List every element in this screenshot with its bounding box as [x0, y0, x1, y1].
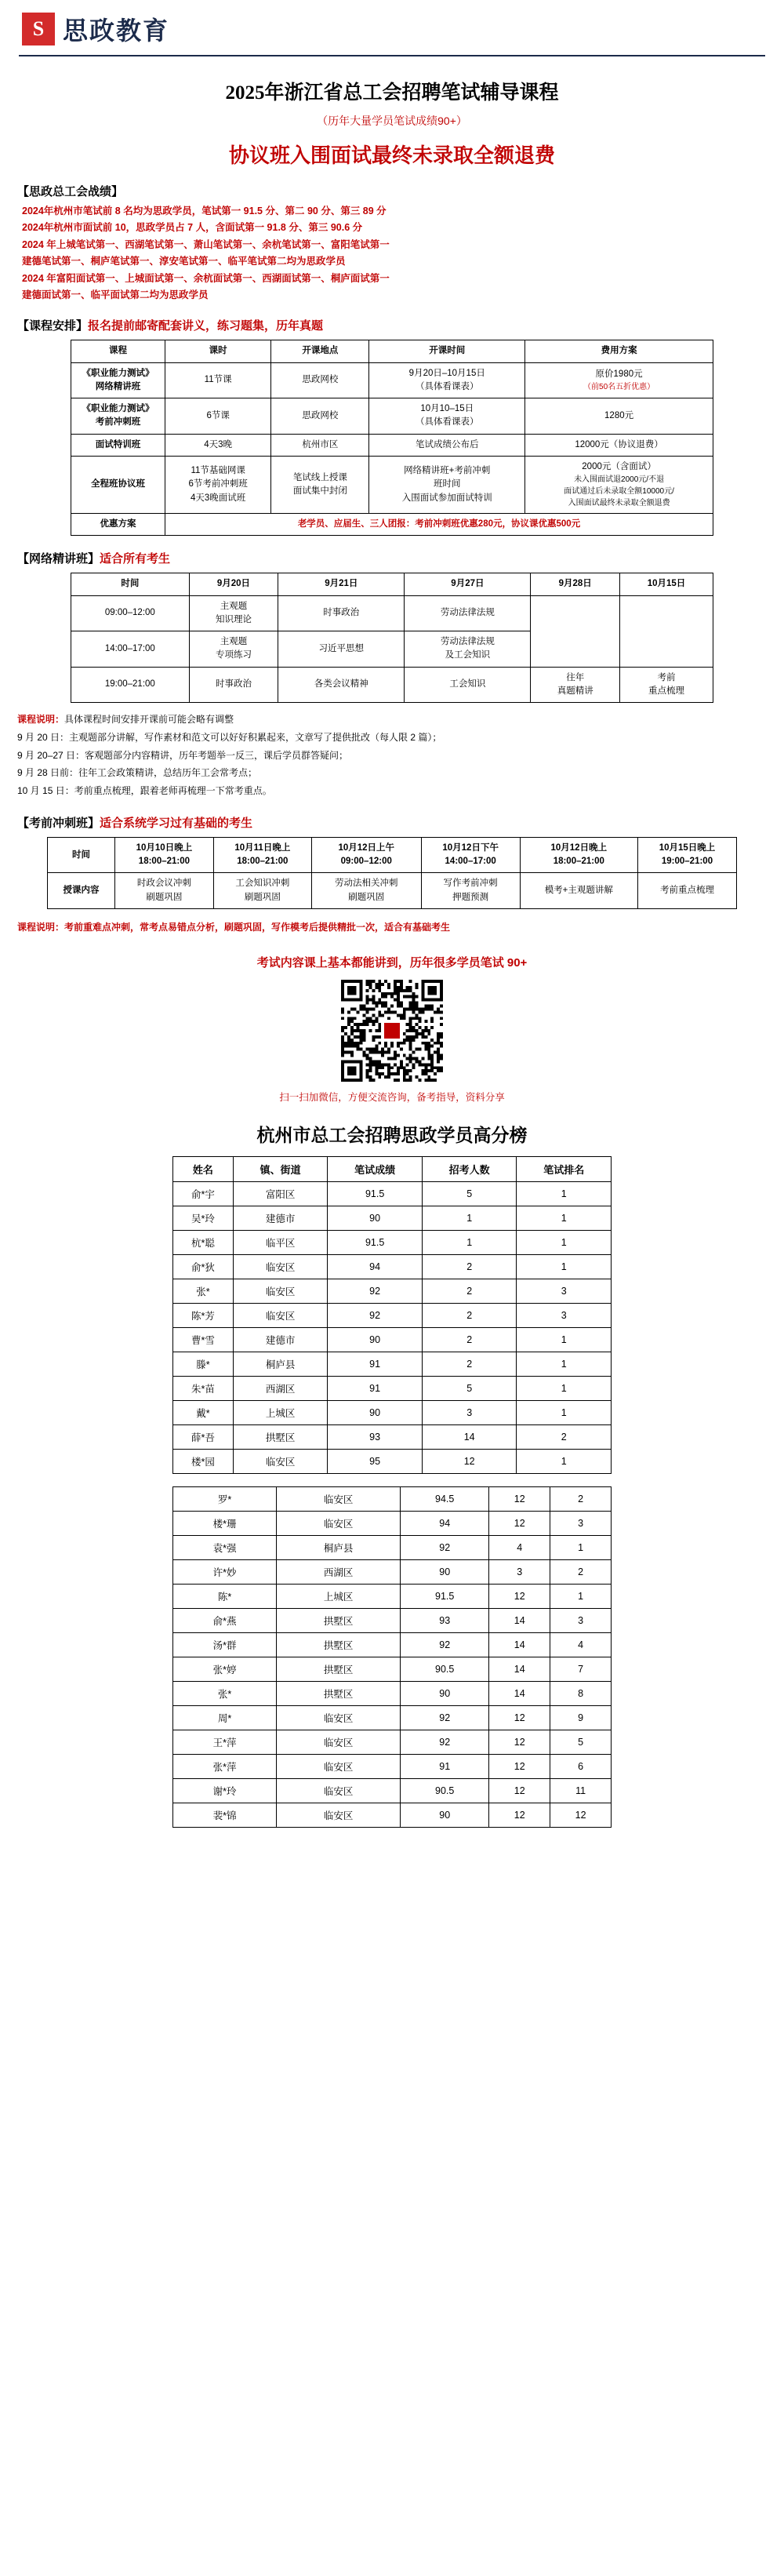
achievements-heading: 【思政总工会战绩】 — [17, 185, 124, 198]
rank: 3 — [517, 1303, 612, 1327]
column-header: 9月27日 — [405, 573, 531, 595]
student-name: 罗* — [173, 1486, 277, 1511]
table-row — [173, 1230, 612, 1254]
rush-cell: 劳动法相关冲刺 刷题巩固 — [311, 873, 421, 909]
district: 拱墅区 — [277, 1657, 401, 1681]
written-score: 91.5 — [328, 1230, 423, 1254]
district: 拱墅区 — [277, 1681, 401, 1705]
schedule-cell: 劳动法律法规 及工会知识 — [405, 631, 531, 668]
ranking-tables-gap — [0, 1474, 784, 1486]
table-row — [173, 1754, 612, 1778]
course-time: 10月10–15日 （具体看课表） — [369, 398, 525, 435]
course-hours: 4天3晚 — [165, 434, 271, 456]
rush-schedule-table — [47, 837, 737, 909]
table-row — [173, 1424, 612, 1449]
district: 临安区 — [277, 1511, 401, 1535]
table-row — [173, 1486, 612, 1511]
column-header: 9月20日 — [189, 573, 278, 595]
column-header: 10月12日上午 09:00–12:00 — [311, 837, 421, 873]
column-header: 笔试排名 — [517, 1156, 612, 1181]
rank: 1 — [517, 1206, 612, 1230]
written-score: 90 — [328, 1206, 423, 1230]
rush-cell: 模考+主观题讲解 — [520, 873, 637, 909]
rush-heading-note: 适合系统学习过有基础的考生 — [100, 816, 253, 830]
rush-footer-text: 课程说明：考前重难点冲刺，常考点易错点分析，刷题巩固，写作模考后提供精批一次，适合有基础考生 — [17, 921, 451, 933]
rank: 1 — [517, 1352, 612, 1376]
written-score: 91 — [328, 1376, 423, 1400]
course-place: 思政网校 — [271, 362, 369, 398]
rank: 1 — [517, 1230, 612, 1254]
schedule-cell: 主观题 专项练习 — [189, 631, 278, 668]
achievement-line: 2024年杭州市笔试前 8 名均为思政学员，笔试第一 91.5 分、第二 90 分、第三 89 分 — [22, 206, 387, 216]
table-row — [173, 1181, 612, 1206]
table-row — [173, 1327, 612, 1352]
ranking-table-2 — [172, 1486, 612, 1828]
positions: 5 — [422, 1181, 517, 1206]
written-score: 95 — [328, 1449, 423, 1473]
table-row — [71, 514, 713, 536]
student-name: 张*萍 — [173, 1754, 277, 1778]
student-name: 吴*玲 — [173, 1206, 234, 1230]
schedule-cell: 习近平思想 — [278, 631, 405, 668]
rank: 2 — [517, 1424, 612, 1449]
rank: 1 — [550, 1535, 612, 1559]
empty-cell — [531, 595, 620, 667]
ranking-table-1 — [172, 1156, 612, 1474]
column-header: 课程 — [71, 340, 165, 362]
rank: 12 — [550, 1803, 612, 1827]
qr-caption: 扫一扫加微信，方便交流咨询，备考指导，资料分享 — [279, 1091, 505, 1103]
table-row — [173, 1449, 612, 1473]
rank: 11 — [550, 1778, 612, 1803]
table-row — [48, 873, 737, 909]
positions: 12 — [489, 1584, 550, 1608]
achievement-line: 建德笔试第一、桐庐笔试第一、淳安笔试第一、临平笔试第二均为思政学员 — [22, 256, 346, 267]
empty-cell — [620, 595, 713, 667]
course-fee: 2000元（含面试） 未入围面试退2000元/不退 面试通过后未录取全额10000元/ 入围面试最终未录取全额退费 — [525, 456, 713, 513]
column-header: 费用方案 — [525, 340, 713, 362]
written-score: 92 — [328, 1303, 423, 1327]
district: 临安区 — [277, 1778, 401, 1803]
schedule-cell: 时事政治 — [189, 667, 278, 703]
student-name: 袁*强 — [173, 1535, 277, 1559]
district: 拱墅区 — [277, 1632, 401, 1657]
district: 西湖区 — [233, 1376, 328, 1400]
positions: 2 — [422, 1254, 517, 1279]
table-row — [71, 595, 713, 631]
district: 临安区 — [277, 1705, 401, 1730]
table-row — [173, 1681, 612, 1705]
positions: 1 — [422, 1230, 517, 1254]
positions: 14 — [489, 1608, 550, 1632]
page-subtitle: （历年大量学员笔试成绩90+） — [317, 115, 467, 127]
student-name: 俞*狄 — [173, 1254, 234, 1279]
network-schedule-table — [71, 573, 713, 703]
district: 临安区 — [277, 1754, 401, 1778]
rank: 1 — [550, 1584, 612, 1608]
table-row — [71, 434, 713, 456]
written-score: 92 — [401, 1730, 489, 1754]
written-score: 93 — [401, 1608, 489, 1632]
rank: 1 — [517, 1449, 612, 1473]
column-header: 开课地点 — [271, 340, 369, 362]
student-name: 裴*锦 — [173, 1803, 277, 1827]
district: 临安区 — [233, 1254, 328, 1279]
district: 上城区 — [233, 1400, 328, 1424]
arrangement-table — [71, 340, 713, 536]
rank: 3 — [517, 1279, 612, 1303]
positions: 5 — [422, 1376, 517, 1400]
header-divider — [19, 55, 765, 56]
column-header: 10月12日下午 14:00–17:00 — [421, 837, 520, 873]
course-place: 思政网校 — [271, 398, 369, 435]
rank: 3 — [550, 1511, 612, 1535]
table-row — [173, 1254, 612, 1279]
course-place: 杭州市区 — [271, 434, 369, 456]
district: 建德市 — [233, 1327, 328, 1352]
student-name: 薛*吾 — [173, 1424, 234, 1449]
student-name: 张*婷 — [173, 1657, 277, 1681]
brand-header — [0, 0, 784, 52]
arrangement-heading — [17, 317, 784, 333]
student-name: 张* — [173, 1279, 234, 1303]
course-note-line: 9 月 28 日前：往年工会政策精讲，总结历年工会常考点； — [17, 767, 258, 779]
rank: 4 — [550, 1632, 612, 1657]
course-hours: 11节基础网课 6节考前冲刺班 4天3晚面试班 — [165, 456, 271, 513]
schedule-cell: 时事政治 — [278, 595, 405, 631]
column-header: 镇、街道 — [233, 1156, 328, 1181]
course-notes-title: 课程说明： — [17, 714, 65, 725]
positions: 2 — [422, 1352, 517, 1376]
district: 临安区 — [233, 1303, 328, 1327]
network-heading-label: 【网络精讲班】 — [17, 552, 100, 566]
course-hours: 11节课 — [165, 362, 271, 398]
table-row — [173, 1803, 612, 1827]
district: 临安区 — [277, 1486, 401, 1511]
positions: 3 — [489, 1559, 550, 1584]
brand-logo-icon: S — [22, 13, 55, 45]
written-score: 91 — [328, 1352, 423, 1376]
table-row — [173, 1376, 612, 1400]
positions: 2 — [422, 1303, 517, 1327]
positions: 12 — [489, 1511, 550, 1535]
rush-heading — [17, 814, 784, 831]
course-notes — [17, 711, 784, 800]
page-title: 2025年浙江省总工会招聘笔试辅导课程 — [225, 82, 559, 104]
network-heading — [17, 550, 784, 566]
schedule-cell: 考前 重点梳理 — [620, 667, 713, 703]
rank: 6 — [550, 1754, 612, 1778]
positions: 4 — [489, 1535, 550, 1559]
written-score: 94.5 — [401, 1486, 489, 1511]
rush-cell: 考前重点梳理 — [637, 873, 736, 909]
written-score: 91.5 — [401, 1584, 489, 1608]
table-row — [173, 1279, 612, 1303]
table-row — [71, 362, 713, 398]
course-name: 面试特训班 — [71, 434, 165, 456]
district: 富阳区 — [233, 1181, 328, 1206]
positions: 1 — [422, 1206, 517, 1230]
ranking-title: 杭州市总工会招聘思政学员高分榜 — [256, 1125, 528, 1145]
table-row — [173, 1352, 612, 1376]
student-name: 杭*聪 — [173, 1230, 234, 1254]
course-notes-title-rest: 具体课程时间安排开课前可能会略有调整 — [64, 714, 234, 725]
course-fee: 1280元 — [525, 398, 713, 435]
district: 建德市 — [233, 1206, 328, 1230]
qr-code-wrap — [0, 980, 784, 1082]
wechat-qr-code[interactable] — [341, 980, 443, 1082]
student-name: 张* — [173, 1681, 277, 1705]
column-header: 10月12日晚上 18:00–21:00 — [520, 837, 637, 873]
student-name: 陈* — [173, 1584, 277, 1608]
written-score: 94 — [328, 1254, 423, 1279]
column-header: 9月21日 — [278, 573, 405, 595]
student-name: 周* — [173, 1705, 277, 1730]
table-row — [173, 1400, 612, 1424]
district: 临安区 — [233, 1279, 328, 1303]
district: 临安区 — [277, 1730, 401, 1754]
student-name: 王*萍 — [173, 1730, 277, 1754]
student-name: 谢*玲 — [173, 1778, 277, 1803]
written-score: 90.5 — [401, 1657, 489, 1681]
district: 拱墅区 — [277, 1608, 401, 1632]
rush-cell: 写作考前冲刺 押题预测 — [421, 873, 520, 909]
course-hours: 6节课 — [165, 398, 271, 435]
column-header: 10月11日晚上 18:00–21:00 — [213, 837, 311, 873]
qr-banner: 考试内容课上基本都能讲到，历年很多学员笔试 90+ — [256, 955, 528, 970]
written-score: 90 — [328, 1327, 423, 1352]
course-fee: 12000元（协议退费） — [525, 434, 713, 456]
rush-footer — [17, 919, 784, 937]
student-name: 滕* — [173, 1352, 234, 1376]
rank: 1 — [517, 1181, 612, 1206]
promo-text: 老学员、应届生、三人团报：考前冲刺班优惠280元，协议课优惠500元 — [165, 514, 713, 536]
schedule-cell: 工会知识 — [405, 667, 531, 703]
positions: 14 — [422, 1424, 517, 1449]
course-name: 《职业能力测试》 网络精讲班 — [71, 362, 165, 398]
positions: 14 — [489, 1657, 550, 1681]
written-score: 92 — [401, 1705, 489, 1730]
rank: 5 — [550, 1730, 612, 1754]
column-header: 9月28日 — [531, 573, 620, 595]
written-score: 93 — [328, 1424, 423, 1449]
course-note-line: 9 月 20 日：主观题部分讲解，写作素材和范文可以好好积累起来，文章写了提供批改（每人限 2 篇）； — [17, 731, 442, 743]
positions: 12 — [489, 1803, 550, 1827]
table-row — [71, 398, 713, 435]
table-row — [173, 1705, 612, 1730]
positions: 2 — [422, 1327, 517, 1352]
arrangement-heading-note: 报名提前邮寄配套讲义，练习题集，历年真题 — [88, 319, 324, 333]
table-row — [173, 1559, 612, 1584]
column-header: 招考人数 — [422, 1156, 517, 1181]
schedule-cell: 各类会议精神 — [278, 667, 405, 703]
positions: 12 — [489, 1730, 550, 1754]
table-row — [173, 1632, 612, 1657]
column-header: 10月15日晚上 19:00–21:00 — [637, 837, 736, 873]
achievement-line: 2024 年富阳面试第一、上城面试第一、余杭面试第一、西湖面试第一、桐庐面试第一 — [22, 272, 390, 284]
course-place: 笔试线上授课 面试集中封闭 — [271, 456, 369, 513]
course-time: 网络精讲班+考前冲刺 班时间 入围面试参加面试特训 — [369, 456, 525, 513]
column-header: 姓名 — [173, 1156, 234, 1181]
table-row — [173, 1535, 612, 1559]
student-name: 许*妙 — [173, 1559, 277, 1584]
district: 临安区 — [277, 1803, 401, 1827]
table-row — [173, 1778, 612, 1803]
course-time: 9月20日–10月15日 （具体看课表） — [369, 362, 525, 398]
written-score: 90.5 — [401, 1778, 489, 1803]
written-score: 91 — [401, 1754, 489, 1778]
positions: 12 — [422, 1449, 517, 1473]
table-row — [173, 1730, 612, 1754]
district: 上城区 — [277, 1584, 401, 1608]
written-score: 92 — [401, 1535, 489, 1559]
student-name: 俞*燕 — [173, 1608, 277, 1632]
positions: 12 — [489, 1486, 550, 1511]
network-heading-note: 适合所有考生 — [100, 552, 171, 566]
positions: 12 — [489, 1705, 550, 1730]
table-header-row — [48, 837, 737, 873]
rank: 9 — [550, 1705, 612, 1730]
written-score: 94 — [401, 1511, 489, 1535]
rank: 2 — [550, 1559, 612, 1584]
student-name: 朱*苗 — [173, 1376, 234, 1400]
table-row — [173, 1584, 612, 1608]
time-slot: 14:00–17:00 — [71, 631, 190, 668]
course-time: 笔试成绩公布后 — [369, 434, 525, 456]
positions: 14 — [489, 1632, 550, 1657]
brand-name: 思政教育 — [63, 16, 170, 45]
column-header: 笔试成绩 — [328, 1156, 423, 1181]
student-name: 曹*雪 — [173, 1327, 234, 1352]
column-header: 课时 — [165, 340, 271, 362]
page-highlight: 协议班入围面试最终未录取全额退费 — [228, 144, 555, 167]
rush-cell: 工会知识冲刺 刷题巩固 — [213, 873, 311, 909]
rank: 1 — [517, 1254, 612, 1279]
achievement-line: 2024年杭州市面试前 10，思政学员占 7 人，含面试第一 91.8 分、第三 90.6 分 — [22, 222, 363, 234]
column-header: 开课时间 — [369, 340, 525, 362]
table-row — [71, 456, 713, 513]
student-name: 楼*园 — [173, 1449, 234, 1473]
achievements-list — [0, 204, 784, 303]
schedule-cell: 主观题 知识理论 — [189, 595, 278, 631]
row-label: 授课内容 — [48, 873, 115, 909]
student-name: 汤*群 — [173, 1632, 277, 1657]
student-name: 陈*芳 — [173, 1303, 234, 1327]
district: 桐庐县 — [233, 1352, 328, 1376]
district: 临平区 — [233, 1230, 328, 1254]
written-score: 90 — [328, 1400, 423, 1424]
table-row — [173, 1657, 612, 1681]
table-header-row — [71, 340, 713, 362]
table-row — [173, 1303, 612, 1327]
table-header-row — [173, 1156, 612, 1181]
course-note-line: 9 月 20–27 日：客观题部分内容精讲，历年考题举一反三，课后学员群答疑问； — [17, 749, 349, 761]
achievement-line: 2024 年上城笔试第一、西湖笔试第一、萧山笔试第一、余杭笔试第一、富阳笔试第一 — [22, 238, 390, 250]
table-row — [173, 1511, 612, 1535]
written-score: 90 — [401, 1559, 489, 1584]
rank: 2 — [550, 1486, 612, 1511]
positions: 2 — [422, 1279, 517, 1303]
student-name: 楼*珊 — [173, 1511, 277, 1535]
positions: 14 — [489, 1681, 550, 1705]
schedule-cell: 往年 真题精讲 — [531, 667, 620, 703]
achievement-line: 建德面试第一、临平面试第二均为思政学员 — [22, 289, 209, 300]
schedule-cell: 劳动法律法规 — [405, 595, 531, 631]
rank: 3 — [550, 1608, 612, 1632]
district: 桐庐县 — [277, 1535, 401, 1559]
course-notes-lines — [17, 729, 784, 800]
course-name: 全程班协议班 — [71, 456, 165, 513]
course-note-line: 10 月 15 日：考前重点梳理，跟着老师再梳理一下常考重点。 — [17, 785, 272, 797]
district: 西湖区 — [277, 1559, 401, 1584]
time-slot: 19:00–21:00 — [71, 667, 190, 703]
written-score: 91.5 — [328, 1181, 423, 1206]
positions: 12 — [489, 1754, 550, 1778]
written-score: 92 — [401, 1632, 489, 1657]
written-score: 90 — [401, 1803, 489, 1827]
student-name: 戴* — [173, 1400, 234, 1424]
table-row — [173, 1608, 612, 1632]
district: 拱墅区 — [233, 1424, 328, 1449]
table-row — [173, 1206, 612, 1230]
course-name: 《职业能力测试》 考前冲刺班 — [71, 398, 165, 435]
column-header: 10月15日 — [620, 573, 713, 595]
rank: 1 — [517, 1376, 612, 1400]
positions: 3 — [422, 1400, 517, 1424]
arrangement-heading-label: 【课程安排】 — [17, 319, 89, 333]
written-score: 92 — [328, 1279, 423, 1303]
positions: 12 — [489, 1778, 550, 1803]
rank: 1 — [517, 1400, 612, 1424]
column-header: 时间 — [71, 573, 190, 595]
column-header: 10月10日晚上 18:00–21:00 — [114, 837, 213, 873]
rank: 1 — [517, 1327, 612, 1352]
table-header-row — [71, 573, 713, 595]
district: 临安区 — [233, 1449, 328, 1473]
time-slot: 09:00–12:00 — [71, 595, 190, 631]
rank: 7 — [550, 1657, 612, 1681]
written-score: 90 — [401, 1681, 489, 1705]
rush-heading-label: 【考前冲刺班】 — [17, 816, 100, 830]
table-row — [71, 667, 713, 703]
rank: 8 — [550, 1681, 612, 1705]
column-header: 时间 — [48, 837, 115, 873]
rush-cell: 时政会议冲刺 刷题巩固 — [114, 873, 213, 909]
course-fee: 原价1980元 （前50名五折优惠） — [525, 362, 713, 398]
promo-label: 优惠方案 — [71, 514, 165, 536]
student-name: 俞*宇 — [173, 1181, 234, 1206]
